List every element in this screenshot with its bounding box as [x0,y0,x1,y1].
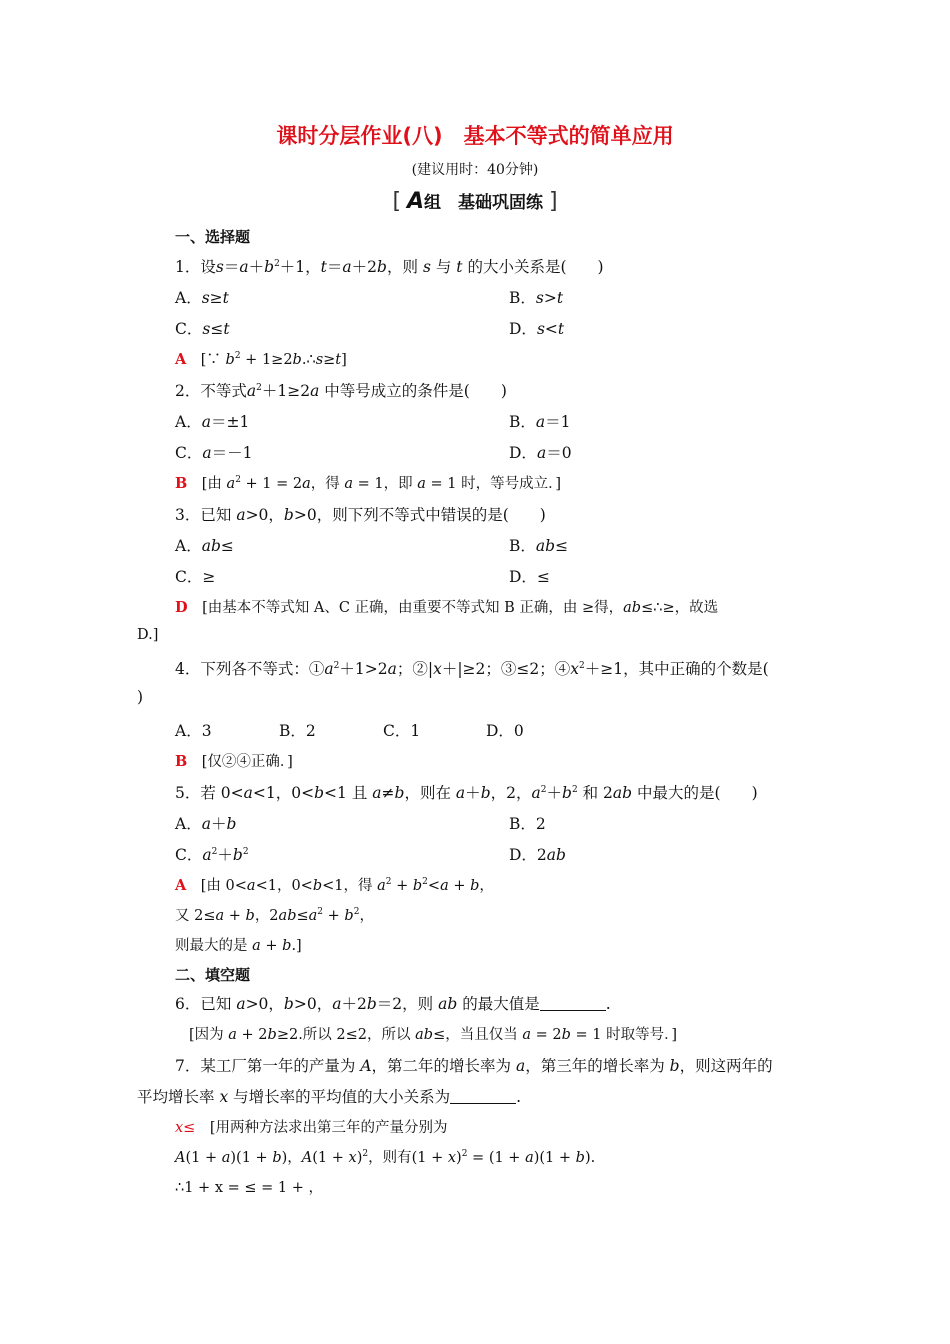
question-5: 5．若 0<a<1，0<b<1 且 a≠b，则在 a＋b，2，$a^2+b^2$ 和 2ab 中最大的是( ) [175,784,758,802]
q3-option-d: D．≤ [509,568,550,586]
q3-option-b: B．ab≤ [509,537,569,555]
question-1: 1．设$s=a+b^2+1$，t＝a＋2b，则 s 与 t 的大小关系是( ) [175,258,604,276]
q4-option-b: B．2 [279,722,316,740]
q5-option-c: C．$a^2+b^2$ [175,846,249,864]
q3-option-a: A．ab≤ [175,537,234,555]
question-7-cont: 平均增长率 x 与增长率的平均值的大小关系为 . [137,1088,522,1106]
q5-answer-letter: A [175,877,187,894]
q3-answer: D [由基本不等式知 A、C 正确，由重要不等式知 B 正确，由 ≥得，ab≤∴≥，故选 [175,599,719,616]
q6-answer: [因为 a + 2b≥2.所以 2≤2，所以 ab≤，当且仅当 a = 2b = 1 时取等号．] [189,1027,678,1043]
page-title: 课时分层作业(八) 基本不等式的简单应用 [276,124,674,148]
question-3: 3．已知 a>0，b>0，则下列不等式中错误的是( ) [175,506,546,524]
q4-option-c: C．1 [383,722,421,740]
left-bracket: [ [392,189,402,214]
question-4: 4．下列各不等式：$①a^2+1>2a$；②|x＋|≥2；③≤2；$④x^2+\ge 1$，其中正确的个数是( [175,660,769,678]
suggested-time: (建议用时：40分钟) [411,162,539,178]
right-bracket: ] [548,189,558,214]
q2-option-c: C．a＝－1 [175,444,253,462]
question-7: 7．某工厂第一年的产量为 A，第二年的增长率为 a，第三年的增长率为 b，则这两年的 [175,1057,773,1075]
q2-option-a: A．a＝±1 [175,413,250,431]
q2-option-d: D．a＝0 [509,444,572,462]
q5-answer-line3: 则最大的是 a + b.] [175,938,302,954]
q5-option-a: A．a＋b [175,815,237,833]
q1-option-b: B．s>t [509,289,564,307]
q3-option-c: C．≥ [175,568,216,586]
section-heading-choice: 一、选择题 [175,228,251,246]
group-letter: A [406,189,425,214]
q5-answer: A [由 0<a<1，0<b<1，得 $a^2 + b^2<a + b$， [175,877,494,894]
question-4-cont: ) [137,688,144,706]
q6-answer-blank[interactable] [540,996,606,1011]
q1-option-a: A．s≥t [175,289,229,307]
q2-answer: B [由 $a^2 + 1 = 2a$，得 a = 1，即 a = 1 时，等号成立．] [175,475,562,492]
q1-answer: A [∵ $b^2$ + 1≥2b.∴s≥t] [175,351,347,368]
question-6: 6．已知 a>0，b>0，a＋2b＝2，则 ab 的最大值是 . [175,995,611,1013]
q4-answer: B [仅②④正确．] [175,753,293,770]
q1-option-c: C．s≤t [175,320,230,338]
q7-answer: x≤ [用两种方法求出第三年的产量分别为 [175,1120,448,1136]
question-2: 2．不等式$a^2+1\ge 2a$ 中等号成立的条件是( ) [175,382,507,400]
q2-option-b: B．a＝1 [509,413,571,431]
q5-option-b: B．2 [509,815,546,833]
q5-option-d: D．2ab [509,846,566,864]
q5-answer-line2: 又 2≤a + b，$2ab\le a^2 + b^2$， [175,907,374,924]
q2-answer-letter: B [175,475,188,492]
q1-answer-letter: A [175,351,187,368]
q7-answer-value: x≤ [175,1120,196,1136]
q7-answer-line3: ∴1 + x = ≤ = 1 + ， [175,1180,323,1196]
q4-answer-letter: B [175,753,188,770]
group-label: 组 基础巩固练 [424,193,544,213]
q4-option-a: A．3 [175,722,212,740]
q3-answer-letter: D [175,599,188,616]
q7-answer-line2: A(1 + a)(1 + b)，$A(1 + x)^2$，则有$(1 + x)^2 = (1 + a)(1 + b)$. [175,1149,596,1166]
q3-answer-cont: D.] [137,627,159,643]
q7-answer-blank[interactable] [450,1089,516,1104]
q1-option-d: D．s<t [509,320,565,338]
q4-option-d: D．0 [486,722,524,740]
group-banner [0,188,950,214]
section-heading-fill: 二、填空题 [175,966,251,984]
